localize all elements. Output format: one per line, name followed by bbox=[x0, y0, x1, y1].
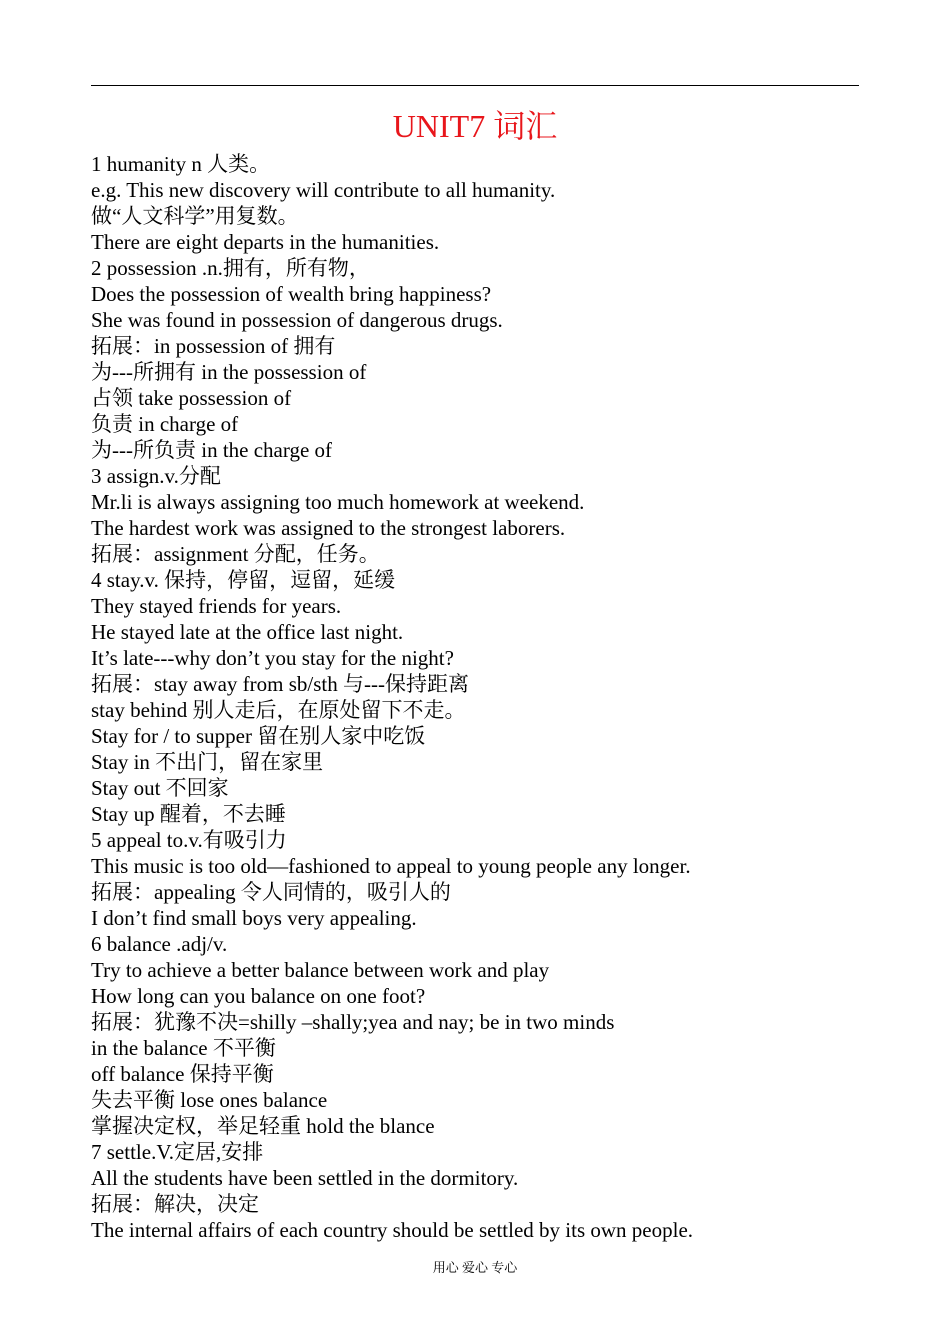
text-line: 拓展：解决，决定 bbox=[91, 1192, 259, 1216]
text-line: Does the possession of wealth bring happiness? bbox=[91, 282, 492, 306]
document-body bbox=[91, 151, 871, 1243]
text-line: 2 possession .n.拥有，所有物， bbox=[91, 256, 370, 280]
text-line: 为---所负责 in the charge of bbox=[91, 438, 333, 462]
text-line: 为---所拥有 in the possession of bbox=[91, 360, 367, 384]
text-line: 1 humanity n 人类。 bbox=[91, 152, 271, 176]
text-line: 占领 take possession of bbox=[91, 386, 292, 410]
text-line: Stay out 不回家 bbox=[91, 776, 229, 800]
text-line: 5 appeal to.v.有吸引力 bbox=[91, 828, 287, 852]
text-line: 掌握决定权，举足轻重 hold the blance bbox=[91, 1114, 435, 1138]
text-line: This music is too old—fashioned to appeal to young people any longer. bbox=[91, 854, 691, 878]
text-line: 拓展：assignment 分配，任务。 bbox=[91, 542, 380, 566]
text-line: 拓展：appealing 令人同情的，吸引人的 bbox=[91, 880, 451, 904]
text-line: He stayed late at the office last night. bbox=[91, 620, 404, 644]
text-line: in the balance 不平衡 bbox=[91, 1036, 276, 1060]
text-line: 6 balance .adj/v. bbox=[91, 932, 228, 956]
text-line: 负责 in charge of bbox=[91, 412, 239, 436]
text-line: The internal affairs of each country should be settled by its own people. bbox=[91, 1218, 694, 1242]
text-line: 拓展：犹豫不决=shilly –shally;yea and nay; be in two minds bbox=[91, 1010, 615, 1034]
text-line: She was found in possession of dangerous drugs. bbox=[91, 308, 503, 332]
text-line: The hardest work was assigned to the strongest laborers. bbox=[91, 516, 566, 540]
text-line: 失去平衡 lose ones balance bbox=[91, 1088, 328, 1112]
text-line: I don’t find small boys very appealing. bbox=[91, 906, 417, 930]
text-line: off balance 保持平衡 bbox=[91, 1062, 274, 1086]
page-footer: 用心 爱心 专心 bbox=[432, 1260, 518, 1275]
text-line: 拓展：stay away from sb/sth 与---保持距离 bbox=[91, 672, 469, 696]
text-line: 做“人文科学”用复数。 bbox=[91, 204, 299, 228]
text-line: stay behind 别人走后，在原处留下不走。 bbox=[91, 698, 466, 722]
text-line: How long can you balance on one foot? bbox=[91, 984, 426, 1008]
text-line: e.g. This new discovery will contribute to all humanity. bbox=[91, 178, 556, 202]
text-line: 3 assign.v.分配 bbox=[91, 464, 221, 488]
text-line: 拓展：in possession of 拥有 bbox=[91, 334, 336, 358]
text-line: 4 stay.v. 保持，停留，逗留，延缓 bbox=[91, 568, 396, 592]
text-line: Stay in 不出门，留在家里 bbox=[91, 750, 324, 774]
text-line: There are eight departs in the humanities. bbox=[91, 230, 440, 254]
text-line: 7 settle.V.定居,安排 bbox=[91, 1140, 264, 1164]
text-line: They stayed friends for years. bbox=[91, 594, 342, 618]
text-line: Stay for / to supper 留在别人家中吃饭 bbox=[91, 724, 426, 748]
top-rule bbox=[91, 85, 859, 86]
page-title: UNIT7 词汇 bbox=[392, 108, 558, 144]
text-line: Mr.li is always assigning too much homework at weekend. bbox=[91, 490, 585, 514]
text-line: Stay up 醒着，不去睡 bbox=[91, 802, 286, 826]
text-line: Try to achieve a better balance between work and play bbox=[91, 958, 550, 982]
text-line: All the students have been settled in the dormitory. bbox=[91, 1166, 519, 1190]
text-line: It’s late---why don’t you stay for the night? bbox=[91, 646, 454, 670]
